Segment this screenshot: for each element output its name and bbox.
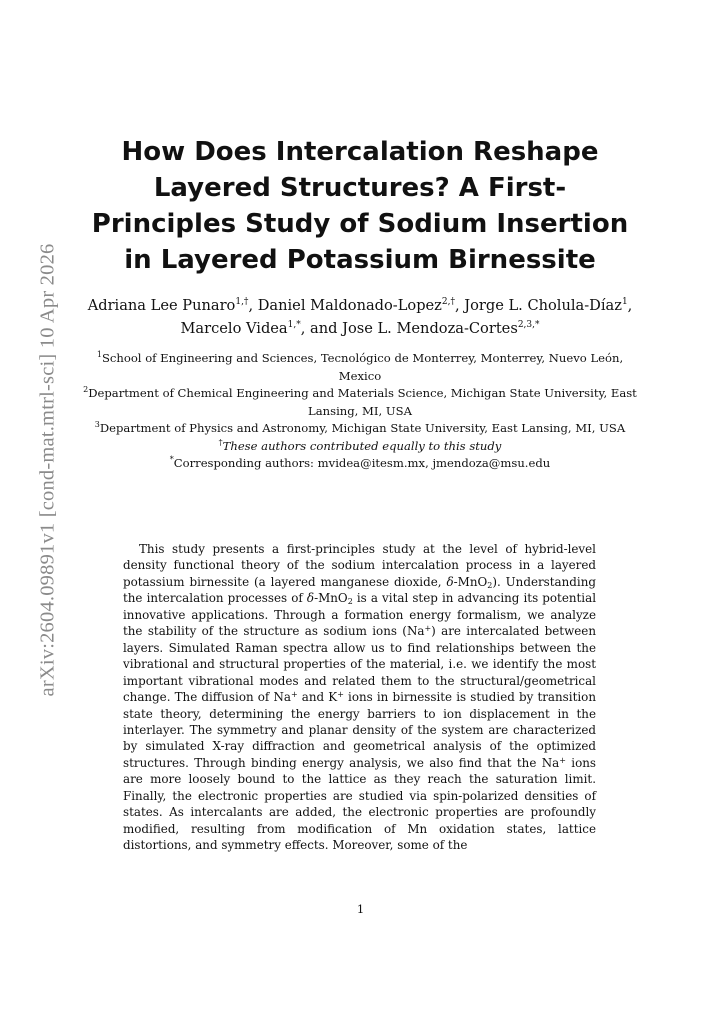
paper-title: How Does Intercalation Reshape Layered Structures? A First-Principles Study of Sodium Insertion in Layered Potassium Birnessite — [91, 137, 629, 275]
author-name: Adriana Lee Punaro — [87, 297, 236, 314]
abstract-text: This study presents a first-principles study at the level of hybrid-level density functional theory of the sodium intercalation process in a layered potassium birnessite (a layered manganese dioxide, δ-MnO$_2$). Understanding the intercalation processes of δ-MnO$_2$ is a vital step in advancing its potential innovative applications. Through a formation energy formalism, we analyze the stability of the structure as sodium ions (Na+) are intercalated between layers. Simulated Raman spectra allow us to find relationships between the vibrational and structural properties of the material, i.e. we identify the most important vibrational modes and related them to the structural/geometrical change. The diffusion of Na+ and K+ ions in birnessite is studied by transition state theory, determining the energy barriers to ion displacement in the interlayer. The symmetry and planar density of the system are characterized by simulated X-ray diffraction and geometrical analysis of the optimized structures. Through binding energy analysis, we also find that the Na+ ions are more loosely bound to the lattice as they reach the saturation limit. Finally, the electronic properties are studied via spin-polarized densities of states. As intercalants are added, the electronic properties are profoundly modified, resulting from modification of Mn oxidation states, lattice distortions, and symmetry effects. Moreover, some of the — [123, 542, 596, 853]
author-affil-mark: 1,† — [235, 297, 249, 307]
author-name: Daniel Maldonado-Lopez — [257, 297, 442, 314]
corresponding-authors-note: *Corresponding authors: mvidea@itesm.mx, jmendoza@msu.edu — [169, 455, 551, 470]
author-list: Adriana Lee Punaro$^{1,\dagger}$, Daniel Maldonado-Lopez$^{2,\dagger}$, Jorge L. Cholula-Díaz$^1$, Marcelo Videa$^{1,*}$, and Jose L. Mendoza-Cortes$^{2,3,*}$ — [87, 297, 633, 337]
author-name: Jorge L. Cholula-Díaz — [464, 297, 622, 314]
equal-contribution-note: †These authors contributed equally to this study — [218, 437, 502, 453]
page-number: 1 — [356, 902, 365, 916]
author-name: Marcelo Videa — [180, 320, 288, 337]
author-affil-mark: 1,* — [287, 320, 301, 330]
affiliation-1: $^1$School of Engineering and Sciences, Tecnológico de Monterrey, Monterrey, Nuevo León, Mexico — [96, 350, 624, 383]
author-affil-mark: 1 — [621, 297, 628, 307]
affiliation-3: $^3$Department of Physics and Astronomy, Michigan State University, East Lansing, MI, USA — [94, 420, 626, 435]
author-affil-mark: 2,† — [441, 297, 455, 307]
affiliation-block — [80, 350, 640, 473]
author-name: Jose L. Mendoza-Cortes — [342, 320, 518, 337]
affiliation-2: $^2$Department of Chemical Engineering and Materials Science, Michigan State University, East Lansing, MI, USA — [83, 385, 637, 418]
author-affil-mark: 2,3,* — [517, 320, 540, 330]
arxiv-identifier-stamp: arXiv:2604.09891v1 [cond-mat.mtrl-sci] 10 Apr 2026 — [36, 243, 59, 697]
